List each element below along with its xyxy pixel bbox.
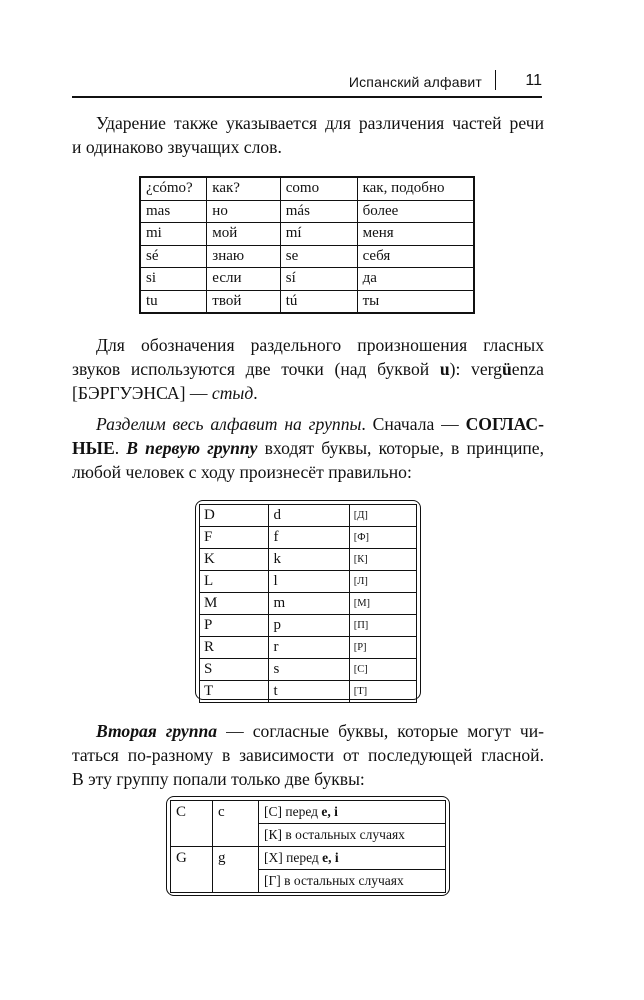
- paragraph-line: Ударение также указывается для различения частей речи: [96, 113, 544, 133]
- text-run: звуков используются две точки (над буквой: [72, 359, 440, 379]
- first-group-table: [195, 500, 421, 700]
- paragraph-groups: [72, 412, 544, 484]
- bold-word: НЫЕ: [72, 438, 115, 458]
- paragraph-line: [72, 357, 544, 381]
- table-cell: T: [200, 681, 269, 703]
- table-cell: себя: [357, 245, 474, 268]
- table-cell: [Ф]: [349, 527, 416, 549]
- header-separator: [495, 70, 497, 90]
- table-cell: знаю: [207, 245, 280, 268]
- italic-phrase: Разделим весь алфавит на группы: [96, 414, 362, 434]
- table-cell: F: [200, 527, 269, 549]
- bold-letter: u: [439, 359, 450, 379]
- table-row: [140, 223, 474, 246]
- text-run: [БЭРГУЭНСА] —: [72, 383, 212, 403]
- text-run: входят буквы, которые, в принципе,: [257, 438, 545, 458]
- table-cell: как?: [207, 177, 280, 200]
- table-cell: [Р]: [349, 637, 416, 659]
- table-cell: mí: [280, 223, 357, 246]
- table-cell: r: [269, 637, 349, 659]
- table-cell: как, подобно: [357, 177, 474, 200]
- table-cell: но: [207, 200, 280, 223]
- table-cell: l: [269, 571, 349, 593]
- table-row: [200, 637, 417, 659]
- table-cell: [С]: [349, 659, 416, 681]
- table-cell: más: [280, 200, 357, 223]
- text-run: .: [114, 438, 127, 458]
- paragraph-line: [72, 436, 544, 460]
- text-run: . Сначала —: [361, 414, 466, 434]
- text-run: enza: [511, 359, 544, 379]
- paragraph-line: [72, 412, 544, 436]
- table-cell: меня: [357, 223, 474, 246]
- bold-italic-phrase: Вторая группа: [96, 721, 218, 741]
- lowercase-letter-cell: g: [213, 847, 259, 893]
- rule-vowels: e, i: [322, 850, 339, 865]
- table-row: [200, 527, 417, 549]
- paragraph-line: и одинаково звучащих слов.: [72, 137, 282, 157]
- table-row: [200, 571, 417, 593]
- rule-text: [Х] перед: [264, 850, 323, 865]
- table-cell: ¿cómo?: [140, 177, 207, 200]
- table-cell: tu: [140, 290, 207, 313]
- table-cell: P: [200, 615, 269, 637]
- text-run: — согласные буквы, которые могут чи-: [217, 721, 544, 741]
- table-cell: M: [200, 593, 269, 615]
- table-row: [140, 200, 474, 223]
- table-row: [140, 268, 474, 291]
- pronunciation-rule-cell: [К] в остальных случаях: [259, 824, 446, 847]
- table-cell: s: [269, 659, 349, 681]
- lowercase-letter-cell: c: [213, 801, 259, 847]
- table-cell: если: [207, 268, 280, 291]
- table-cell: tú: [280, 290, 357, 313]
- table-cell: se: [280, 245, 357, 268]
- table-row: [171, 801, 446, 824]
- table-cell: [Д]: [349, 505, 416, 527]
- rule-vowels: e, i: [321, 804, 338, 819]
- paragraph-line: [72, 381, 544, 405]
- table-cell: R: [200, 637, 269, 659]
- paragraph-line: [72, 719, 544, 743]
- table-cell: m: [269, 593, 349, 615]
- table-cell: твой: [207, 290, 280, 313]
- table-cell: K: [200, 549, 269, 571]
- table-cell: D: [200, 505, 269, 527]
- table-cell: [П]: [349, 615, 416, 637]
- second-group-grid: [170, 800, 446, 893]
- table-cell: f: [269, 527, 349, 549]
- paragraph-second-group: [72, 719, 544, 791]
- italic-word: стыд: [211, 383, 254, 403]
- paragraph-line: В эту группу попали только две буквы:: [72, 769, 365, 789]
- table-cell: mi: [140, 223, 207, 246]
- table-cell: k: [269, 549, 349, 571]
- text-run: ): verg: [449, 359, 502, 379]
- pronunciation-rule-cell: [259, 801, 446, 824]
- bold-italic-phrase: В первую группу: [126, 438, 258, 458]
- bold-letter: ü: [501, 359, 512, 379]
- table-cell: si: [140, 268, 207, 291]
- bold-word: СОГЛАС-: [465, 414, 544, 434]
- table-cell: S: [200, 659, 269, 681]
- table-cell: ты: [357, 290, 474, 313]
- first-group-grid: [199, 504, 417, 703]
- table-cell: [К]: [349, 549, 416, 571]
- table-row: [200, 505, 417, 527]
- paragraph-line: Для обозначения раздельного произношения гласных: [96, 335, 544, 355]
- table-cell: sí: [280, 268, 357, 291]
- pronunciation-rule-cell: [259, 847, 446, 870]
- table-row: [200, 549, 417, 571]
- table-row: [200, 659, 417, 681]
- rule-text: [С] перед: [264, 804, 322, 819]
- table-cell: мой: [207, 223, 280, 246]
- table-cell: p: [269, 615, 349, 637]
- running-header: [72, 66, 542, 98]
- uppercase-letter-cell: G: [171, 847, 213, 893]
- table-row: [200, 615, 417, 637]
- paragraph-stress: [72, 111, 544, 159]
- table-cell: [М]: [349, 593, 416, 615]
- paragraph-diaeresis: [72, 333, 544, 405]
- table-cell: [Т]: [349, 681, 416, 703]
- table-row: [200, 593, 417, 615]
- table-row: [140, 177, 474, 200]
- table-cell: como: [280, 177, 357, 200]
- table-row: [140, 290, 474, 313]
- table-row: [171, 847, 446, 870]
- table-cell: sé: [140, 245, 207, 268]
- text-run: .: [253, 383, 258, 403]
- accent-words-table: [139, 176, 475, 314]
- table-cell: более: [357, 200, 474, 223]
- running-title: Испанский алфавит: [348, 74, 482, 90]
- page-number: 11: [525, 72, 542, 89]
- table-cell: d: [269, 505, 349, 527]
- second-group-table: [166, 796, 450, 896]
- paragraph-line: таться по-разному в зависимости от последующей гласной.: [72, 745, 544, 765]
- table-row: [140, 245, 474, 268]
- table-cell: mas: [140, 200, 207, 223]
- table-row: [200, 681, 417, 703]
- uppercase-letter-cell: C: [171, 801, 213, 847]
- table-cell: t: [269, 681, 349, 703]
- paragraph-line: любой человек с ходу произнесёт правильно:: [72, 462, 412, 482]
- table-cell: L: [200, 571, 269, 593]
- table-cell: [Л]: [349, 571, 416, 593]
- table-cell: да: [357, 268, 474, 291]
- pronunciation-rule-cell: [Г] в остальных случаях: [259, 870, 446, 893]
